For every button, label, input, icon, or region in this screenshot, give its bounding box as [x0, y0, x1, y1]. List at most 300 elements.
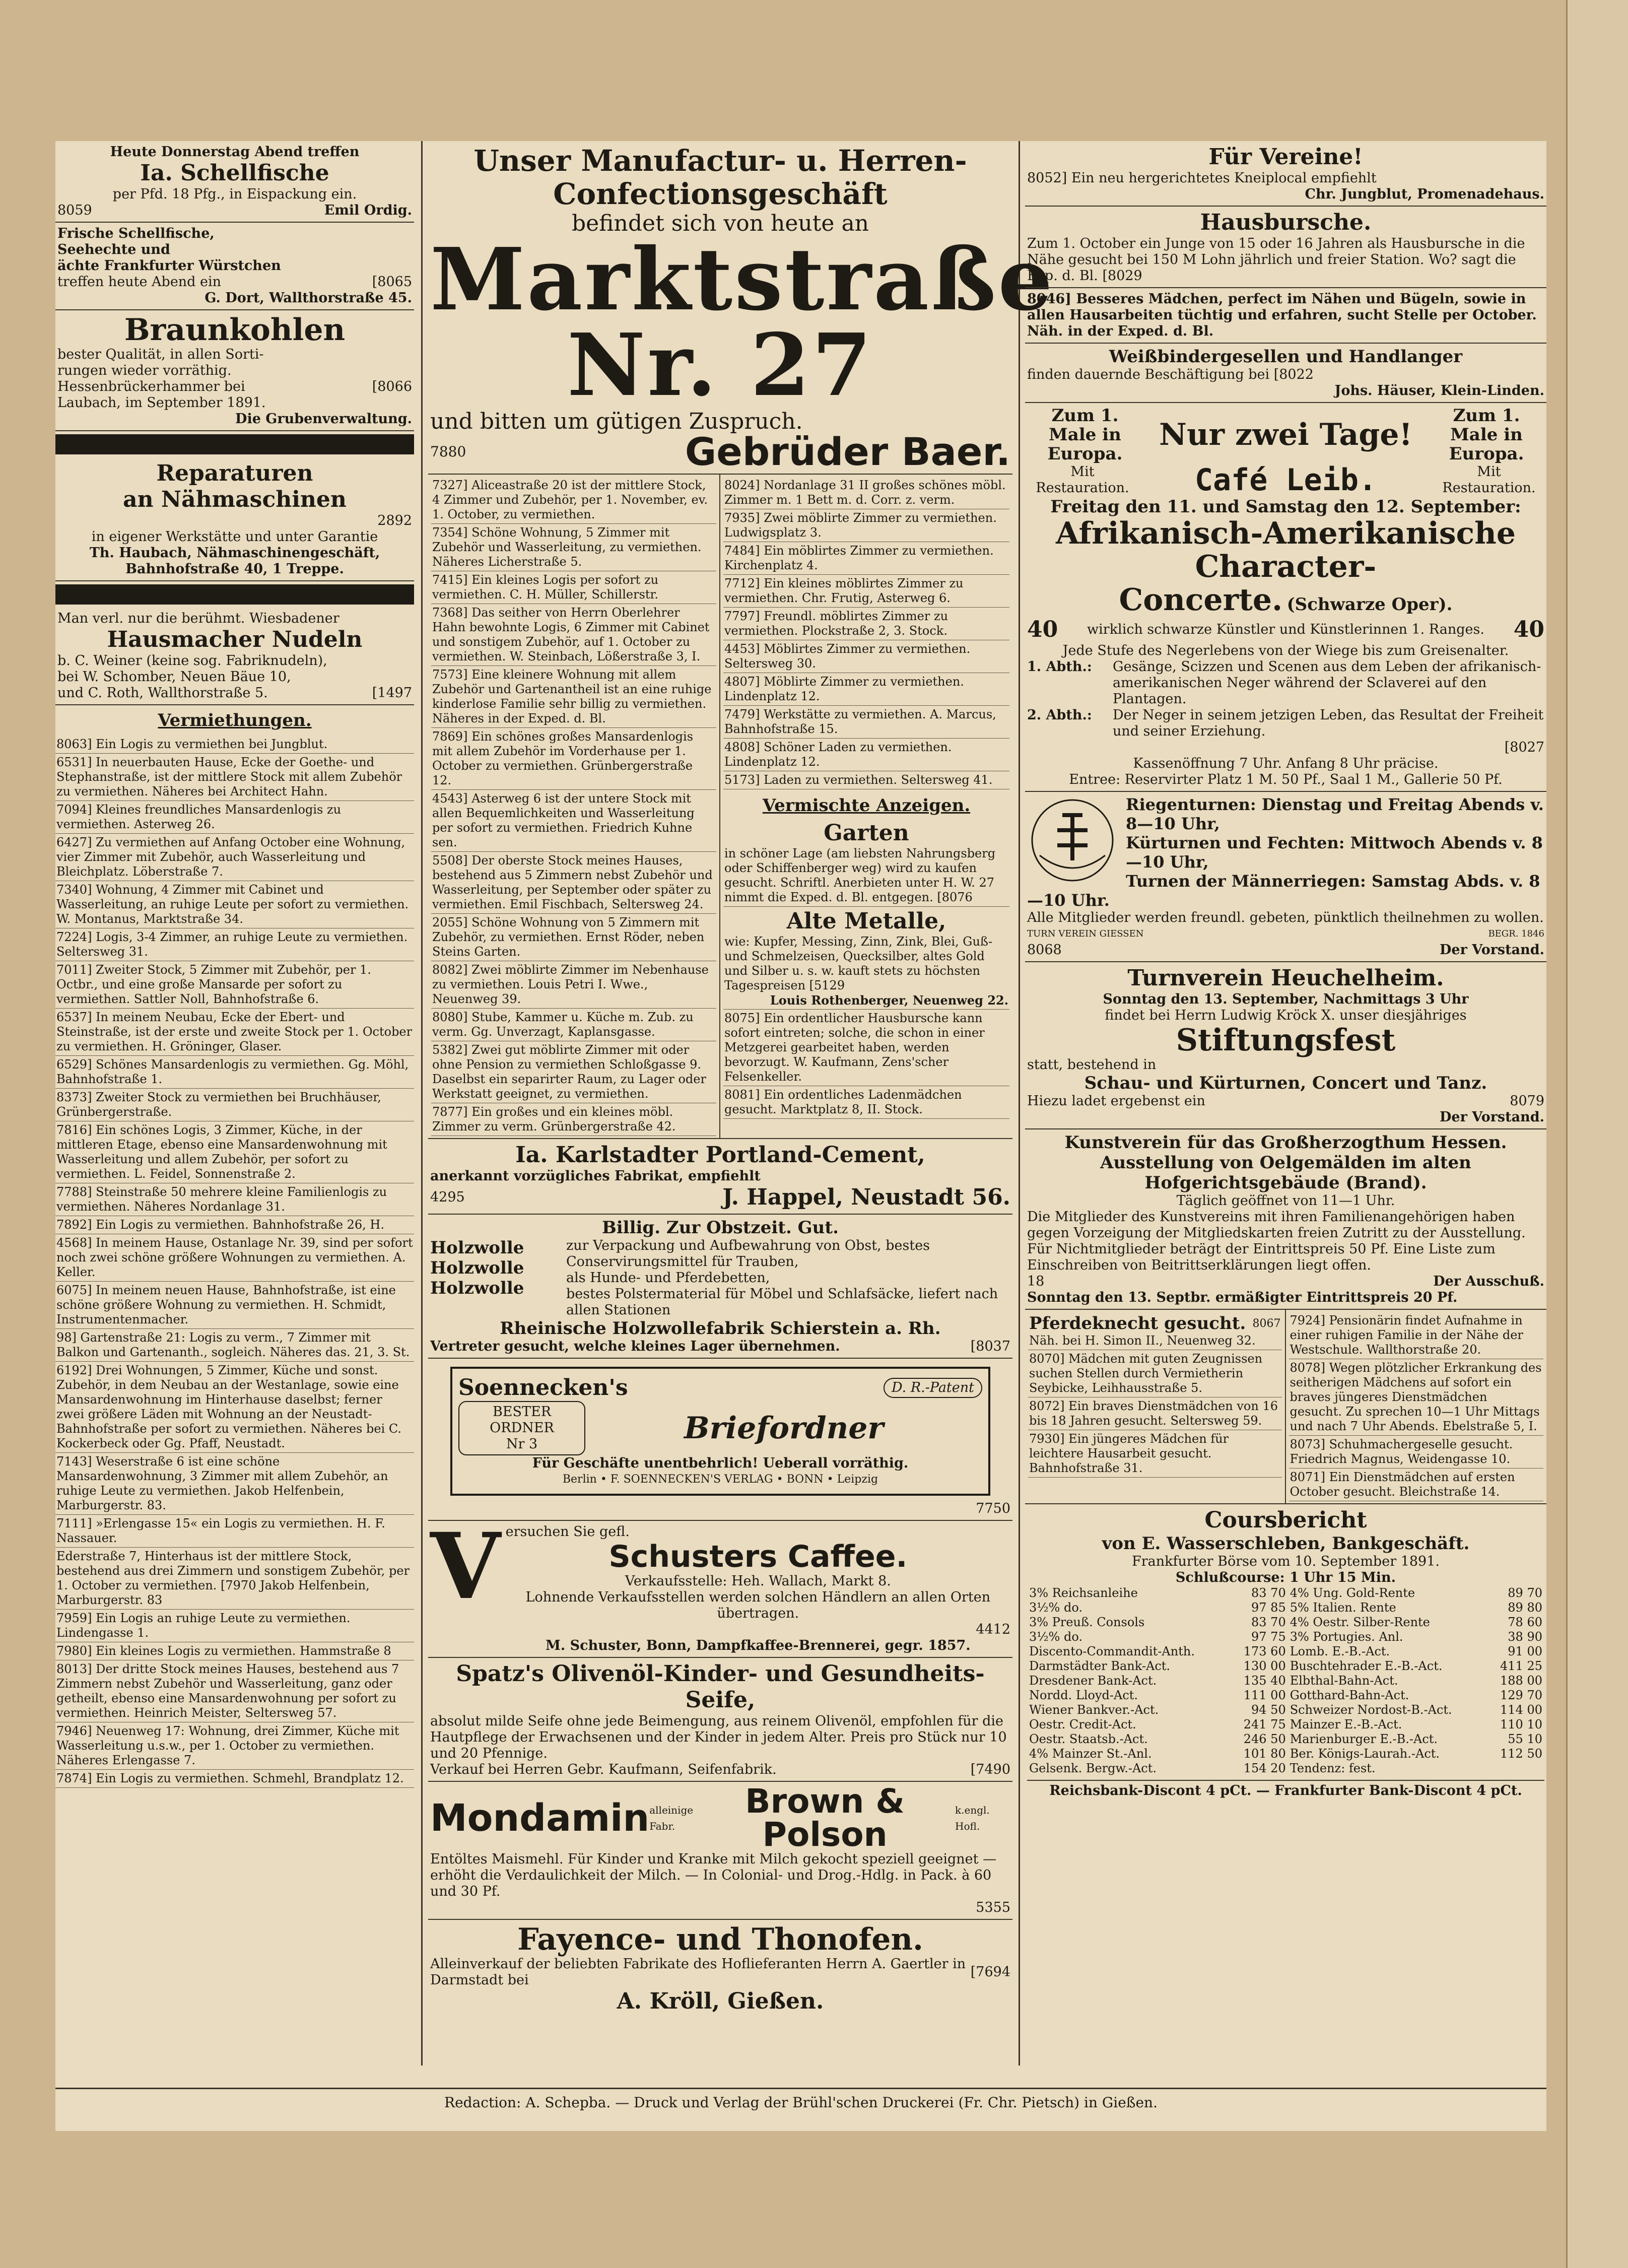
- newspaper-page: [55, 141, 1546, 2131]
- ad-frische: [55, 223, 414, 310]
- ad-title: Pferdeknecht gesucht.: [1029, 1313, 1246, 1333]
- quote-name: 3½% do.: [1029, 1600, 1082, 1615]
- ad-hausbursche: [1025, 207, 1546, 288]
- ad-gebrueder-baer: [428, 141, 1055, 475]
- quote-row: [1027, 1600, 1544, 1615]
- ad-line: Reichsbank-Discont 4 pCt. — Frankfurter Bank-Discont 4 pCt.: [1027, 1780, 1544, 1799]
- classified-ad: 7224] Logis, 3-4 Zimmer, an ruhige Leute zu vermiethen. Seltersweg 31.: [55, 928, 414, 961]
- classified-ad: 7094] Kleines freundliches Mansardenlogis zu vermiethen. Asterweg 26.: [55, 801, 414, 834]
- quote-value: [1488, 1761, 1544, 1776]
- ad-body: absolut milde Seife ohne jede Beimengung, aus reinem Olivenöl, empfohlen für die Hautpflege der Erwachsenen und der Kinder in jedem Alter. Preis pro Stück nur 10 und 20 Pfennige.: [430, 1713, 1007, 1761]
- ad-line: in eigener Werkstätte und unter Garantie: [91, 529, 378, 545]
- quote-name: Ber. Königs-Laurah.-Act.: [1290, 1747, 1440, 1761]
- quote-value: 241 75: [1243, 1717, 1286, 1731]
- ad-line: Lohnende Verkaufsstellen werden solchen Händlern an allen Orten übertragen.: [525, 1589, 991, 1621]
- quote-name: Dresdener Bank-Act.: [1029, 1674, 1157, 1688]
- ad-line: k.engl. Hofl.: [955, 1804, 990, 1832]
- classified-ad: 7479] Werkstätte zu vermiethen. A. Marcus, Bahnhofstraße 15.: [723, 706, 1009, 739]
- ad-signature: A. Kröll, Gießen.: [617, 1988, 824, 2014]
- ad-line: Kürturnen und Fechten: Mittwoch Abends v. 8—10 Uhr,: [1126, 833, 1543, 872]
- ad-signature: Der Vorstand.: [1440, 1109, 1544, 1125]
- quote-value: 188 00: [1500, 1674, 1542, 1688]
- quote-name: 3½% do.: [1029, 1630, 1082, 1644]
- ad-line: Ausstellung von Oelgemälden im alten Hofgerichtsgebäude (Brand).: [1100, 1153, 1471, 1193]
- classified-ad: 2055] Schöne Wohnung von 5 Zimmern mit Zubehör, zu vermiethen. Ernst Röder, neben Steins Garten.: [431, 914, 716, 961]
- ad-title: Café Leib.: [1194, 462, 1377, 498]
- quote-value: 112 50: [1500, 1747, 1542, 1761]
- ad-body: in schöner Lage (am liebsten Nahrungsberg oder Schiffenberger weg) wird zu kaufen gesucht. Schriftl. Anerbieten unter H. W. 27 nimmt die Exped. d. Bl. entgegen. [8076: [724, 846, 996, 904]
- ad-title: Coursbericht: [1204, 1507, 1367, 1533]
- quote-row: [1027, 1747, 1544, 1761]
- classified-ad: 5382] Zwei gut möblirte Zimmer mit oder ohne Pension zu vermiethen Schloßgasse 9. Daselbst ein separirter Raum, zu Lager oder Werkstatt geeignet, zu vermiethen.: [431, 1041, 716, 1103]
- ad-line: befindet sich von heute an: [571, 211, 869, 236]
- ad-schellfische: [55, 141, 414, 223]
- ad-title: Reparaturen: [156, 460, 313, 486]
- black-rule: [55, 584, 414, 605]
- classified-ad: 7368] Das seither von Herrn Oberlehrer Hahn bewohnte Logis, 6 Zimmer mit Cabinet und sonstigem Zubehör, auf 1. October zu vermiethen. W. Steinbach, Lößerstraße 3, I.: [431, 604, 716, 666]
- classified-ad: 6075] In meinem neuen Hause, Bahnhofstraße, ist eine schöne größere Wohnung zu vermiethen. H. Schmidt, Instrumentenmacher.: [55, 1282, 414, 1329]
- classified-ad: 5173] Laden zu vermiethen. Seltersweg 41.: [723, 771, 1009, 789]
- quote-row: [1027, 1615, 1544, 1630]
- ad-line: Verkauf bei Herren Gebr. Kaufmann, Seifenfabrik.: [430, 1762, 777, 1777]
- imprint-footer: Redaction: A. Schepba. — Druck und Verlag der Brühl'schen Druckerei (Fr. Chr. Pietsch) in Gießen.: [55, 2088, 1546, 2111]
- small-ads-grid: [428, 475, 1012, 1139]
- ad-title: Kunstverein für das Großherzogthum Hessen.: [1064, 1132, 1507, 1153]
- classified-ad: 7980] Ein kleines Logis zu vermiethen. Hammstraße 8: [55, 1642, 414, 1660]
- classified-ad: 7340] Wohnung, 4 Zimmer mit Cabinet und Wasserleitung, an ruhige Leute per sofort zu vermiethen. W. Montanus, Marktstraße 34.: [55, 881, 414, 928]
- ad-coursbericht: [1025, 1504, 1546, 1802]
- column-left: [55, 141, 414, 1788]
- ad-title: Garten: [824, 820, 909, 846]
- quote-value: 114 00: [1500, 1703, 1542, 1717]
- ad-mondamin: [428, 1782, 1012, 1920]
- ad-title: Ia. Schellfische: [140, 160, 329, 186]
- rental-listings: [55, 736, 414, 1788]
- ad-line: Alleinverkauf der beliebten Fabrikate des Hoflieferanten Herrn A. Gaertler in Darmstadt bei: [430, 1956, 966, 1988]
- quote-name: Tendenz: fest.: [1290, 1761, 1376, 1775]
- patent-badge: D. R.-Patent: [884, 1378, 982, 1398]
- ad-reparaturen: [55, 457, 414, 581]
- ad-line: Seehechte und: [57, 242, 170, 257]
- classified-ad: 7924] Pensionärin findet Aufnahme in einer ruhigen Familie in der Nähe der Westschule. Wallthorstraße 20.: [1289, 1312, 1544, 1359]
- ad-weissbinder: [1025, 344, 1546, 403]
- classified-ad: 8063] Ein Logis zu vermiethen bei Jungblut.: [55, 736, 414, 754]
- ad-line: Verkaufsstelle: Heh. Wallach, Markt 8.: [625, 1573, 891, 1589]
- ad-schusters-caffee: [428, 1513, 1012, 1658]
- emblem-caption: TURN VEREIN GIESSEN: [1027, 928, 1144, 939]
- ad-line: und C. Roth, Wallthorstraße 5.: [57, 685, 268, 701]
- ad-line: von E. Wasserschleben, Bankgeschäft.: [1102, 1533, 1470, 1554]
- ad-body: Die Mitglieder des Kunstvereins mit ihren Familienangehörigen haben gegen Vorzeigung der Mitgliedskarten freien Zutritt zu der Ausstellung. Für Nichtmitglieder beträgt der Eintrittspreis 50 Pf. Eine Liste zum Einschreiben von Beitrittserklärungen liegt offen.: [1027, 1209, 1526, 1273]
- ad-signature: M. Schuster, Bonn, Dampfkaffee-Brennerei, gegr. 1857.: [545, 1638, 971, 1653]
- quote-name: Discento-Commandit-Anth.: [1029, 1644, 1195, 1658]
- ad-title: Hausmacher Nudeln: [107, 627, 363, 652]
- quote-value: 411 25: [1500, 1659, 1542, 1673]
- ad-holzwolle: [428, 1215, 1012, 1359]
- quote-name: Darmstädter Bank-Act.: [1029, 1659, 1171, 1673]
- ad-number: [7694: [970, 1964, 1010, 1980]
- quote-value: 97 85: [1251, 1600, 1286, 1615]
- classified-ad: 8078] Wegen plötzlicher Erkrankung des seitherigen Mädchens auf sofort ein braves jüngeres Dienstmädchen gesucht. Zu sprechen 10—1 Uhr Mittags und nach 7 Uhr Abends. Ebelstraße 5, I.: [1289, 1359, 1544, 1436]
- ad-line: Für Geschäfte unentbehrlich! Ueberall vorräthig.: [532, 1455, 909, 1471]
- ad-number-40: 40: [1027, 617, 1058, 642]
- classified-ad: 7816] Ein schönes Logis, 3 Zimmer, Küche, in der mittleren Etage, ebenso eine Mansardenwohnung mit Wasserleitung und allem Zubehör, per sofort zu vermiethen. L. Feidel, Sonnenstraße 2.: [55, 1121, 414, 1183]
- ad-title: Alte Metalle,: [786, 908, 946, 934]
- ad-line: Mit Restauration.: [1036, 464, 1129, 496]
- classified-ad: 6537] In meinem Neubau, Ecke der Ebert- und Steinstraße, ist der erste und zweite Stock per 1. October zu vermiethen. H. Gröninger, Glaser.: [55, 1009, 414, 1056]
- classified-ad: 7327] Aliceastraße 20 ist der mittlere Stock, 4 Zimmer und Zubehör, per 1. November, ev. 1. October, zu vermiethen.: [431, 477, 716, 524]
- column-rule: [421, 141, 423, 2065]
- ad-line: Näh. bei H. Simon II., Neuenweg 32.: [1029, 1333, 1256, 1348]
- classified-ad: 6192] Drei Wohnungen, 5 Zimmer, Küche und sonst. Zubehör, in dem Neubau an der Westanlage, sowie eine Mansardenwohnung im Hinterhause daselbst; ferner zwei größere Läden mit Wohnung an der Neustadt-Bahnhofstraße per sofort zu vermiethen. Näheres bei C. Kockerbeck oder Gg. Pfaff, Neustadt.: [55, 1362, 414, 1453]
- ad-keyword: Holzwolle: [430, 1238, 524, 1258]
- ad-title: an Nähmaschinen: [123, 487, 347, 512]
- classified-ad: 7712] Ein kleines möblirtes Zimmer zu vermiethen. Chr. Frutig, Asterweg 6.: [723, 575, 1009, 608]
- ad-line: Zum 1. Male in Europa.: [1449, 406, 1524, 464]
- black-rule: [55, 434, 414, 454]
- classified-ad: 7788] Steinstraße 50 mehrere kleine Familienlogis zu vermiethen. Näheres Nordanlage 31.: [55, 1183, 414, 1216]
- quote-row: [1027, 1703, 1544, 1717]
- classified-ad: 7573] Eine kleinere Wohnung mit allem Zubehör und Gartenantheil ist an eine ruhige kinderlose Familie sehr billig zu vermiethen. Näheres in der Exped. d. Bl.: [431, 666, 716, 728]
- quote-value: 97 75: [1251, 1630, 1286, 1644]
- misc-listings: [723, 1010, 1009, 1119]
- ad-fayence: [428, 1920, 1012, 2018]
- classified-ad: 4568] In meinem Hause, Ostanlage Nr. 39, sind per sofort noch zwei schöne größere Wohnungen zu vermiethen. A. Keller.: [55, 1234, 414, 1282]
- quote-name: Buschtehrader E.-B.-Act.: [1290, 1659, 1443, 1673]
- ad-dates: Freitag den 11. und Samstag den 12. September:: [1050, 497, 1521, 517]
- quote-row: [1027, 1688, 1544, 1703]
- classified-ad: 8024] Nordanlage 31 II großes schönes möbl. Zimmer m. 1 Bett m. d. Corr. z. verm.: [723, 477, 1009, 509]
- ad-signature: Louis Rothenberger, Neuenweg 22.: [770, 993, 1008, 1008]
- section-heading: Vermischte Anzeigen.: [762, 795, 971, 816]
- ad-line: Berlin • F. SOENNECKEN'S VERLAG • BONN • Leipzig: [562, 1473, 878, 1486]
- ad-title: Ia. Karlstadter Portland-Cement,: [515, 1142, 925, 1168]
- classified-ad: 7935] Zwei möblirte Zimmer zu vermiethen. Ludwigsplatz 3.: [723, 509, 1009, 542]
- quote-name: Gelsenk. Bergw.-Act.: [1029, 1761, 1157, 1775]
- quote-value: 246 50: [1243, 1732, 1286, 1746]
- ad-line: b. C. Weiner (keine sog. Fabriknudeln),: [57, 653, 327, 669]
- classified-ad: 98] Gartenstraße 21: Logis zu verm., 7 Zimmer mit Balkon und Gartenanth., sogleich. Näheres das. 21, 3. St.: [55, 1329, 414, 1362]
- ad-address-headline: Marktstraße Nr. 27: [430, 229, 1055, 416]
- ad-title: Concerte.: [1119, 582, 1282, 618]
- quote-name: Oestr. Staatsb.-Act.: [1029, 1732, 1148, 1746]
- classified-ad: 8075] Ein ordentlicher Hausbursche kann sofort eintreten; solche, die schon in einer Metzgerei gearbeitet haben, werden bevorzugt. W. Kaufmann, Zens'scher Felsenkeller.: [723, 1010, 1009, 1086]
- ad-line: Sonntag den 13. Septbr. ermäßigter Eintrittspreis 20 Pf.: [1027, 1290, 1458, 1305]
- classified-ad: 4807] Möblirte Zimmer zu vermiethen. Lindenplatz 12.: [723, 673, 1009, 706]
- ad-title: Afrikanisch-Amerikanische Character-: [1055, 516, 1516, 584]
- ad-nudeln: [55, 608, 414, 705]
- ad-number: 8067: [1252, 1317, 1281, 1330]
- quote-name: 5% Italien. Rente: [1290, 1600, 1396, 1615]
- ad-title: Stiftungsfest: [1176, 1023, 1396, 1058]
- column-rule: [1019, 141, 1020, 2065]
- classified-ad: 8081] Ein ordentliches Ladenmädchen gesucht. Marktplatz 8, II. Stock.: [723, 1086, 1009, 1119]
- ad-line: Turnen der Männerriegen: Samstag Abds. v. 8—10 Uhr.: [1027, 872, 1540, 910]
- ad-number: 18: [1027, 1274, 1045, 1289]
- ad-line: Schau- und Kürturnen, Concert und Tanz.: [1084, 1073, 1487, 1093]
- ad-line: wirklich schwarze Künstler und Künstlerinnen 1. Ranges.: [1087, 622, 1484, 637]
- ad-line: Zum 1. Male in Europa.: [1047, 406, 1123, 464]
- ad-line: Heute Donnerstag Abend treffen: [110, 144, 360, 160]
- quote-name: 3% Reichsanleihe: [1029, 1586, 1138, 1600]
- ad-title: Mondamin: [430, 1796, 650, 1840]
- ad-cement: [428, 1139, 1012, 1215]
- ad-body: Zum 1. October ein Junge von 15 oder 16 Jahren als Hausbursche in die Nähe gesucht bei 150 M Lohn jährlich und freier Station. Wo? sagt die Exp. d. Bl. [8029: [1027, 236, 1525, 284]
- ad-title: Für Vereine!: [1208, 144, 1363, 170]
- quote-row: [1027, 1586, 1544, 1600]
- quote-name: Schweizer Nordost-B.-Act.: [1290, 1703, 1452, 1717]
- ad-metalle: [723, 907, 1009, 1010]
- ad-line: Hessenbrückerhammer bei: [57, 379, 245, 394]
- ad-line: bei W. Schomber, Neuen Bäue 10,: [57, 669, 291, 685]
- classified-ad: 8013] Der dritte Stock meines Hauses, bestehend aus 7 Zimmern nebst Zubehör und Wasserleitung, ganz oder getheilt, ebenso eine Mansardenwohnung per sofort zu vermiethen. Heinrich Meister, Seltersweg 57.: [55, 1660, 414, 1722]
- quote-value: 55 10: [1508, 1732, 1542, 1746]
- ad-title: Fayence- und Thonofen.: [517, 1922, 923, 1957]
- small-ads-left: [428, 475, 720, 1138]
- ad-line: Th. Haubach, Nähmaschinengeschäft,: [89, 545, 380, 561]
- ad-title: Weißbindergesellen und Handlanger: [1109, 347, 1463, 367]
- classified-ad: 6427] Zu vermiethen auf Anfang October eine Wohnung, vier Zimmer mit Zubehör, auch Wasserleitung und Bleichplatz. Löberstraße 7.: [55, 834, 414, 881]
- ad-signature: J. Happel, Neustadt 56.: [722, 1184, 1010, 1210]
- ad-body: Entöltes Maismehl. Für Kinder und Kranke mit Milch gekocht speziell geeignet — erhöht die Verdaulichkeit der Milch. — In Colonial- und Drog.-Hdlg. in Pack. à 60 und 30 Pf.: [430, 1851, 997, 1899]
- classified-ad: 8082] Zwei möblirte Zimmer im Nebenhause zu vermiethen. Louis Petri I. Wwe., Neuenweg 39.: [431, 961, 716, 1009]
- classified-ad: 6531] In neuerbauten Hause, Ecke der Goethe- und Stephanstraße, ist der mittlere Stock mit allem Zubehör zu vermiethen. Näheres bei Architect Hahn.: [55, 754, 414, 801]
- job-ads-grid: [1025, 1310, 1546, 1504]
- quote-name: Wiener Bankver.-Act.: [1029, 1703, 1159, 1717]
- ad-line: Vertreter gesucht, welche kleines Lager übernehmen.: [430, 1339, 840, 1354]
- emblem-caption: BEGR. 1846: [1488, 928, 1544, 939]
- quote-row: [1027, 1717, 1544, 1732]
- classified-ad: 5508] Der oberste Stock meines Hauses, bestehend aus 5 Zimmern nebst Zubehör und Wasserleitung, per September oder später zu vermiethen. Emil Fischbach, Seltersweg 24.: [431, 852, 716, 914]
- rental-listings: [723, 477, 1009, 789]
- classified-ad: 7892] Ein Logis zu vermiethen. Bahnhofstraße 26, H.: [55, 1216, 414, 1234]
- ad-line: alleinige Fabr.: [649, 1804, 694, 1832]
- ad-signature: Johs. Häuser, Klein-Linden.: [1334, 383, 1544, 398]
- quote-name: Mainzer E.-B.-Act.: [1290, 1717, 1402, 1731]
- ad-line: statt, bestehend in: [1027, 1057, 1157, 1073]
- ad-line: Alle Mitglieder werden freundl. gebeten, pünktlich theilnehmen zu wollen.: [1027, 910, 1544, 925]
- ad-line: Kassenöffnung 7 Uhr. Anfang 8 Uhr präcise.: [1133, 756, 1439, 771]
- ad-cafe-leib: [1025, 403, 1546, 792]
- quote-name: Lomb. E.-B.-Act.: [1290, 1644, 1390, 1658]
- ad-line: Sonntag den 13. September, Nachmittags 3 Uhr: [1103, 991, 1469, 1007]
- quote-row: [1027, 1761, 1544, 1776]
- classified-ad: 4543] Asterweg 6 ist der untere Stock mit allen Bequemlichkeiten und Wasserleitung per sofort zu vermiethen. Friedrich Kuhne sen.: [431, 790, 716, 852]
- ad-line: Nr 3: [506, 1436, 538, 1452]
- ad-line: Der Neger in seinem jetzigen Leben, das Resultat der Freiheit und seiner Erziehung.: [1113, 707, 1544, 739]
- ad-title: Brown & Polson: [745, 1782, 905, 1854]
- ad-title: Nur zwei Tage!: [1159, 417, 1412, 452]
- quote-name: 4% Ung. Gold-Rente: [1290, 1586, 1415, 1600]
- ad-line: Mit Restauration.: [1442, 464, 1536, 496]
- classified-ad: 7959] Ein Logis an ruhige Leute zu vermiethen. Lindengasse 1.: [55, 1610, 414, 1642]
- classified-ad: 8373] Zweiter Stock zu vermiethen bei Bruchhäuser, Grünbergerstraße.: [55, 1089, 414, 1121]
- classified-ad: 8070] Mädchen mit guten Zeugnissen suchen Stellen durch Vermietherin Seybicke, Leihhausstraße 5.: [1028, 1350, 1282, 1397]
- classified-ad: 7797] Freundl. möblirtes Zimmer zu vermiethen. Plockstraße 2, 3. Stock.: [723, 608, 1009, 640]
- classified-ad: 7874] Ein Logis zu vermiethen. Schmehl, Brandplatz 12.: [55, 1770, 414, 1788]
- ad-line: Jede Stufe des Negerlebens von der Wiege bis zum Greisenalter.: [1062, 643, 1509, 658]
- ad-title: Unser Manufactur- u. Herren-Confectionsgeschäft: [473, 144, 967, 211]
- ad-line: Laubach, im September 1891.: [57, 395, 266, 411]
- ad-title: Spatz's Olivenöl-Kinder- und Gesundheits-Seife,: [456, 1661, 985, 1713]
- ad-braunkohlen: [55, 310, 414, 431]
- ad-line: Frankfurter Börse vom 10. September 1891.: [1132, 1554, 1440, 1569]
- classified-ad: 7930] Ein jüngeres Mädchen für leichtere Hausarbeit gesucht. Bahnhofstraße 31.: [1028, 1430, 1282, 1478]
- classified-ad: 7143] Weserstraße 6 ist eine schöne Mansardenwohnung, 3 Zimmer mit allem Zubehör, an ruhige Leute zu vermiethen. Jakob Helfenbein, Marburgerstr. 83.: [55, 1453, 414, 1515]
- ad-number: 4295: [430, 1189, 465, 1205]
- classified-ad: 8072] Ein braves Dienstmädchen von 16 bis 18 Jahren gesucht. Seltersweg 59.: [1028, 1397, 1282, 1430]
- quote-value: 110 10: [1500, 1717, 1542, 1731]
- ad-garten: [723, 819, 1009, 907]
- ad-number: [8065: [372, 274, 412, 290]
- ad-title: Billig. Zur Obstzeit. Gut.: [602, 1218, 839, 1238]
- classified-ad: 8080] Stube, Kammer u. Küche m. Zub. zu verm. Gg. Unverzagt, Kaplansgasse.: [431, 1009, 716, 1041]
- quote-value: 130 00: [1243, 1659, 1286, 1673]
- quote-value: 129 70: [1500, 1688, 1542, 1702]
- ad-signature: Die Grubenverwaltung.: [235, 411, 412, 427]
- ad-number: [8027: [1504, 740, 1544, 755]
- ad-number: 8079: [1510, 1093, 1544, 1109]
- ad-line: findet bei Herrn Ludwig Kröck X. unser diesjähriges: [1105, 1008, 1467, 1023]
- quote-name: Marienburger E.-B.-Act.: [1290, 1732, 1438, 1746]
- ad-line: Gesänge, Scizzen und Scenen aus dem Leben der afrikanisch-amerikanischen Neger während der Sclaverei auf den Plantagen.: [1113, 659, 1541, 707]
- quote-name: Oestr. Credit-Act.: [1029, 1717, 1136, 1731]
- soennecken-frame: [450, 1367, 990, 1496]
- quote-value: 89 80: [1508, 1600, 1542, 1615]
- ad-number: 4412: [976, 1622, 1010, 1637]
- quote-name: Nordd. Lloyd-Act.: [1029, 1688, 1138, 1702]
- quote-name: Gotthard-Bahn-Act.: [1290, 1688, 1409, 1702]
- quote-row: [1027, 1659, 1544, 1674]
- ad-line: treffen heute Abend ein: [57, 274, 222, 290]
- ad-title: Hausbursche.: [1200, 210, 1372, 235]
- classified-ad: 4808] Schöner Laden zu vermiethen. Lindenplatz 12.: [723, 739, 1009, 771]
- ad-title: Schusters Caffee.: [608, 1539, 908, 1574]
- ad-line: finden dauernde Beschäftigung bei [8022: [1027, 367, 1314, 382]
- quote-value: 83 70: [1251, 1615, 1286, 1629]
- quote-value: 154 20: [1243, 1761, 1286, 1775]
- ad-signature: Rheinische Holzwollefabrik Schierstein a. Rh.: [500, 1318, 941, 1339]
- ad-turnverein-giessen: [1025, 792, 1546, 962]
- section-heading: Vermiethungen.: [158, 710, 312, 730]
- ad-line: Entree: Reservirter Platz 1 M. 50 Pf., Saal 1 M., Gallerie 50 Pf.: [1069, 772, 1503, 787]
- quote-value: 83 70: [1251, 1586, 1286, 1600]
- drop-initial: V: [430, 1513, 501, 1620]
- quote-value: 89 70: [1508, 1586, 1542, 1600]
- ad-label: 1. Abth.:: [1027, 659, 1092, 675]
- ad-pferdeknecht: [1028, 1312, 1282, 1350]
- ad-label: 2. Abth.:: [1027, 707, 1092, 723]
- job-ads-left: [1025, 1310, 1286, 1503]
- classified-ad: 7946] Neuenweg 17: Wohnung, drei Zimmer, Küche mit Wasserleitung u.s.w., per 1. October zu vermiethen. Näheres Erlengasse 7.: [55, 1722, 414, 1770]
- classified-ad: 7111] »Erlengasse 15« ein Logis zu vermiethen. H. F. Nassauer.: [55, 1515, 414, 1548]
- small-ads-right: [720, 475, 1012, 1138]
- ad-number: [7490: [970, 1762, 1010, 1777]
- turnverein-emblem-icon: [1027, 795, 1118, 886]
- adjacent-page-edge: [1566, 0, 1628, 2268]
- classified-ad: 7869] Ein schönes großes Mansardenlogis mit allem Zubehör im Vorderhause per 1. October zu vermiethen. Grünbergerstraße 12.: [431, 728, 716, 790]
- quote-value: 78 60: [1508, 1615, 1542, 1629]
- classified-ad: 6529] Schönes Mansardenlogis zu vermiethen. Gg. Möhl, Bahnhofstraße 1.: [55, 1056, 414, 1089]
- classified-ad: Ederstraße 7, Hinterhaus ist der mittlere Stock, bestehend aus drei Zimmern und sonstigem Zubehör, per 1. October zu vermiethen. [7970 Jakob Helfenbein, Marburgerstr. 83: [55, 1548, 414, 1610]
- ad-line: Täglich geöffnet von 11—1 Uhr.: [1176, 1193, 1395, 1209]
- quote-name: 4% Oestr. Silber-Rente: [1290, 1615, 1430, 1629]
- column-right: [1025, 141, 1546, 1802]
- ad-line: Frische Schellfische,: [57, 226, 215, 241]
- job-listings: [1028, 1350, 1282, 1478]
- ad-soennecken: [428, 1359, 1012, 1521]
- quote-row: [1027, 1674, 1544, 1688]
- quote-row: [1027, 1644, 1544, 1659]
- ad-line: bester Qualität, in allen Sorti-: [57, 347, 264, 362]
- ad-number: 2892: [377, 513, 412, 528]
- ad-title: Soennecken's: [458, 1375, 628, 1400]
- quote-value: 101 80: [1243, 1747, 1286, 1761]
- ad-line: ächte Frankfurter Würstchen: [57, 258, 281, 274]
- ad-body: wie: Kupfer, Messing, Zinn, Zink, Blei, Guß- und Schmelzeisen, Quecksilber, altes Gold und Silber u. s. w. kauft stets zu höchsten Tagespreisen [5129: [724, 935, 993, 992]
- classified-ad: 7877] Ein großes und ein kleines möbl. Zimmer zu verm. Grünbergerstraße 42.: [431, 1103, 716, 1136]
- quote-name: 3% Portugies. Anl.: [1290, 1630, 1403, 1644]
- ad-signature: Emil Ordig.: [324, 203, 412, 218]
- ad-number: [8066: [372, 379, 412, 394]
- ad-title: Turnverein Heuchelheim.: [1127, 965, 1444, 991]
- ad-line: bestes Polstermaterial für Möbel und Schlafsäcke, liefert nach allen Stationen: [566, 1286, 998, 1318]
- ad-seife: [428, 1658, 1012, 1782]
- ad-maedchen: 8046] Besseres Mädchen, perfect im Nähen und Bügeln, sowie in allen Hausarbeiten tüchtig und erfahren, sucht Stelle per October. Näh. in der Exped. d. Bl.: [1025, 288, 1546, 344]
- ad-signature: G. Dort, Wallthorstraße 45.: [205, 290, 412, 306]
- quote-name: 4% Mainzer St.-Anl.: [1029, 1747, 1152, 1761]
- classified-ad: 7354] Schöne Wohnung, 5 Zimmer mit Zubehör und Wasserleitung, zu vermiethen. Näheres Licherstraße 5.: [431, 524, 716, 571]
- quote-row: [1027, 1630, 1544, 1644]
- quote-value: 94 50: [1251, 1703, 1286, 1717]
- ad-number: 5355: [976, 1900, 1010, 1915]
- ad-signature: Der Vorstand.: [1440, 942, 1544, 958]
- ad-number-40: 40: [1513, 617, 1544, 642]
- classified-ad: 7415] Ein kleines Logis per sofort zu vermiethen. C. H. Müller, Schillerstr.: [431, 571, 716, 604]
- ad-line: 8052] Ein neu hergerichtetes Kneiplocal empfiehlt: [1027, 170, 1377, 186]
- ad-number: [1497: [372, 685, 412, 701]
- ad-line: ersuchen Sie gefl.: [505, 1524, 630, 1540]
- ad-line: Man verl. nur die berühmt. Wiesbadener: [57, 611, 340, 626]
- ad-line: und bitten um gütigen Zuspruch.: [430, 409, 803, 434]
- ad-signature: Der Ausschuß.: [1433, 1274, 1544, 1289]
- ad-title: Braunkohlen: [124, 312, 346, 348]
- quote-value: 38 90: [1508, 1630, 1542, 1644]
- ad-signature: Gebrüder Baer.: [685, 429, 1010, 474]
- job-listings: [1286, 1310, 1547, 1503]
- ad-keyword: Holzwolle: [430, 1258, 524, 1278]
- ad-number: 7880: [430, 443, 466, 460]
- ad-title: Briefordner: [684, 1411, 884, 1446]
- ad-line: per Pfd. 18 Pfg., in Eispackung ein.: [112, 186, 357, 202]
- ad-line: Riegenturnen: Dienstag und Freitag Abends v. 8—10 Uhr,: [1126, 795, 1544, 833]
- quote-value: 91 00: [1508, 1644, 1542, 1658]
- ad-line: als Hunde- und Pferdebetten,: [566, 1270, 770, 1286]
- ad-number: 8059: [57, 203, 92, 218]
- quote-row: [1027, 1732, 1544, 1747]
- classified-ad: 7484] Ein möblirtes Zimmer zu vermiethen. Kirchenplatz 4.: [723, 542, 1009, 575]
- ad-kunstverein: [1025, 1129, 1546, 1310]
- ad-line: zur Verpackung und Aufbewahrung von Obst, bestes Conservirungsmittel für Trauben,: [566, 1238, 930, 1270]
- quote-value: 111 00: [1243, 1688, 1286, 1702]
- stock-quotes-table: [1027, 1586, 1544, 1776]
- ad-line: Schlußcourse: 1 Uhr 15 Min.: [1175, 1570, 1396, 1585]
- ad-line: anerkannt vorzügliches Fabrikat, empfiehlt: [430, 1168, 761, 1184]
- ad-line: Hiezu ladet ergebenst ein: [1027, 1093, 1205, 1109]
- quote-value: 173 60: [1243, 1644, 1286, 1658]
- classified-ad: 7011] Zweiter Stock, 5 Zimmer mit Zubehör, per 1. Octbr., und eine große Mansarde per sofort zu vermiethen. Sattler Noll, Bahnhofstraße 6.: [55, 961, 414, 1009]
- ad-line: rungen wieder vorräthig.: [57, 363, 232, 378]
